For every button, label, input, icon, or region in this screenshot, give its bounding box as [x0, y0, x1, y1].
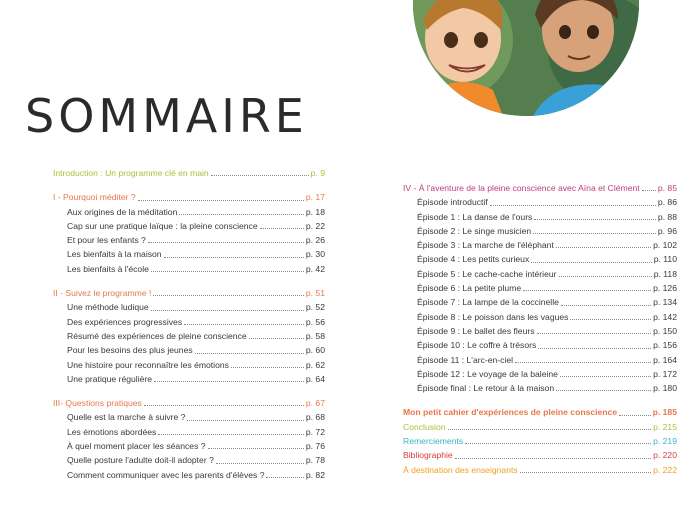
toc-right-column: [403, 181, 677, 477]
toc-episode[interactable]: Épisode 4 : Les petits curieux p. 110: [417, 254, 677, 265]
toc-extra-bibliographie[interactable]: Bibliographie p. 220: [403, 450, 677, 461]
toc-episode[interactable]: Épisode 3 : La marche de l'éléphant p. 102: [417, 240, 677, 251]
toc-item[interactable]: Une pratique régulière p. 64: [67, 373, 325, 384]
toc-item[interactable]: Les bienfaits à l'école p. 42: [67, 263, 325, 274]
toc-item[interactable]: Les bienfaits à la maison p. 30: [67, 249, 325, 260]
toc-item[interactable]: Quelle est la marche à suivre ? p. 68: [67, 412, 325, 423]
toc-episode[interactable]: Épisode final : Le retour à la maison p. 180: [417, 383, 677, 394]
toc-left-column: [53, 166, 325, 482]
toc-episode[interactable]: Épisode 11 : L'arc-en-ciel p. 164: [417, 354, 677, 365]
toc-item[interactable]: Quelle posture l'adulte doit-il adopter ? p. 78: [67, 455, 325, 466]
toc-section-heading[interactable]: IV - À l'aventure de la pleine conscience avec Aïna et Clément p. 85: [403, 183, 677, 193]
toc-item[interactable]: Et pour les enfants ? p. 26: [67, 235, 325, 246]
toc-episode[interactable]: Épisode 12 : Le voyage de la baleine p. 172: [417, 368, 677, 379]
toc-item[interactable]: Pour les besoins des plus jeunes p. 60: [67, 345, 325, 356]
toc-episode[interactable]: Épisode 8 : Le poisson dans les vagues p. 142: [417, 311, 677, 322]
toc-episode[interactable]: Épisode 1 : La danse de l'ours p. 88: [417, 211, 677, 222]
page-title: SOMMAIRE: [25, 89, 308, 143]
toc-item[interactable]: Résumé des expériences de pleine conscience p. 58: [67, 330, 325, 341]
cover-illustration: [413, 0, 639, 116]
toc-section-heading[interactable]: III- Questions pratiques p. 67: [53, 398, 325, 409]
toc-item[interactable]: Une histoire pour reconnaître les émotions p. 62: [67, 359, 325, 370]
toc-episode[interactable]: Épisode 6 : La petite plume p. 126: [417, 283, 677, 294]
toc-extra-conclusion[interactable]: Conclusion p. 215: [403, 421, 677, 432]
toc-extra-cahier[interactable]: Mon petit cahier d'expériences de pleine conscience p. 185: [403, 407, 677, 418]
toc-episode[interactable]: Épisode 2 : Le singe musicien p. 96: [417, 225, 677, 236]
toc-item[interactable]: À quel moment placer les séances ? p. 76: [67, 441, 325, 452]
toc-intro[interactable]: Introduction : Un programme clé en main p. 9: [53, 168, 325, 178]
toc-extra-enseignants[interactable]: À destination des enseignants p. 222: [403, 464, 677, 475]
toc-episode[interactable]: Épisode introductif p. 86: [417, 197, 677, 208]
toc-item[interactable]: Les émotions abordées p. 72: [67, 426, 325, 437]
toc-item[interactable]: Des expériences progressives p. 56: [67, 316, 325, 327]
toc-episode[interactable]: Épisode 7 : La lampe de la coccinelle p. 134: [417, 297, 677, 308]
toc-episode[interactable]: Épisode 9 : Le ballet des fleurs p. 150: [417, 325, 677, 336]
toc-item[interactable]: Aux origines de la méditation p. 18: [67, 206, 325, 217]
toc-item[interactable]: Comment communiquer avec les parents d'élèves ? p. 82: [67, 469, 325, 480]
toc-episode[interactable]: Épisode 10 : Le coffre à trésors p. 156: [417, 340, 677, 351]
toc-item[interactable]: Une méthode ludique p. 52: [67, 302, 325, 313]
toc-episode[interactable]: Épisode 5 : Le cache-cache intérieur p. 118: [417, 268, 677, 279]
toc-extra-remerciements[interactable]: Remerciements p. 219: [403, 436, 677, 447]
toc-item[interactable]: Cap sur une pratique laïque : la pleine conscience p. 22: [67, 220, 325, 231]
toc-section-heading[interactable]: II - Suivez le programme ! p. 51: [53, 288, 325, 299]
toc-section-heading[interactable]: I - Pourquoi méditer ? p. 17: [53, 192, 325, 203]
